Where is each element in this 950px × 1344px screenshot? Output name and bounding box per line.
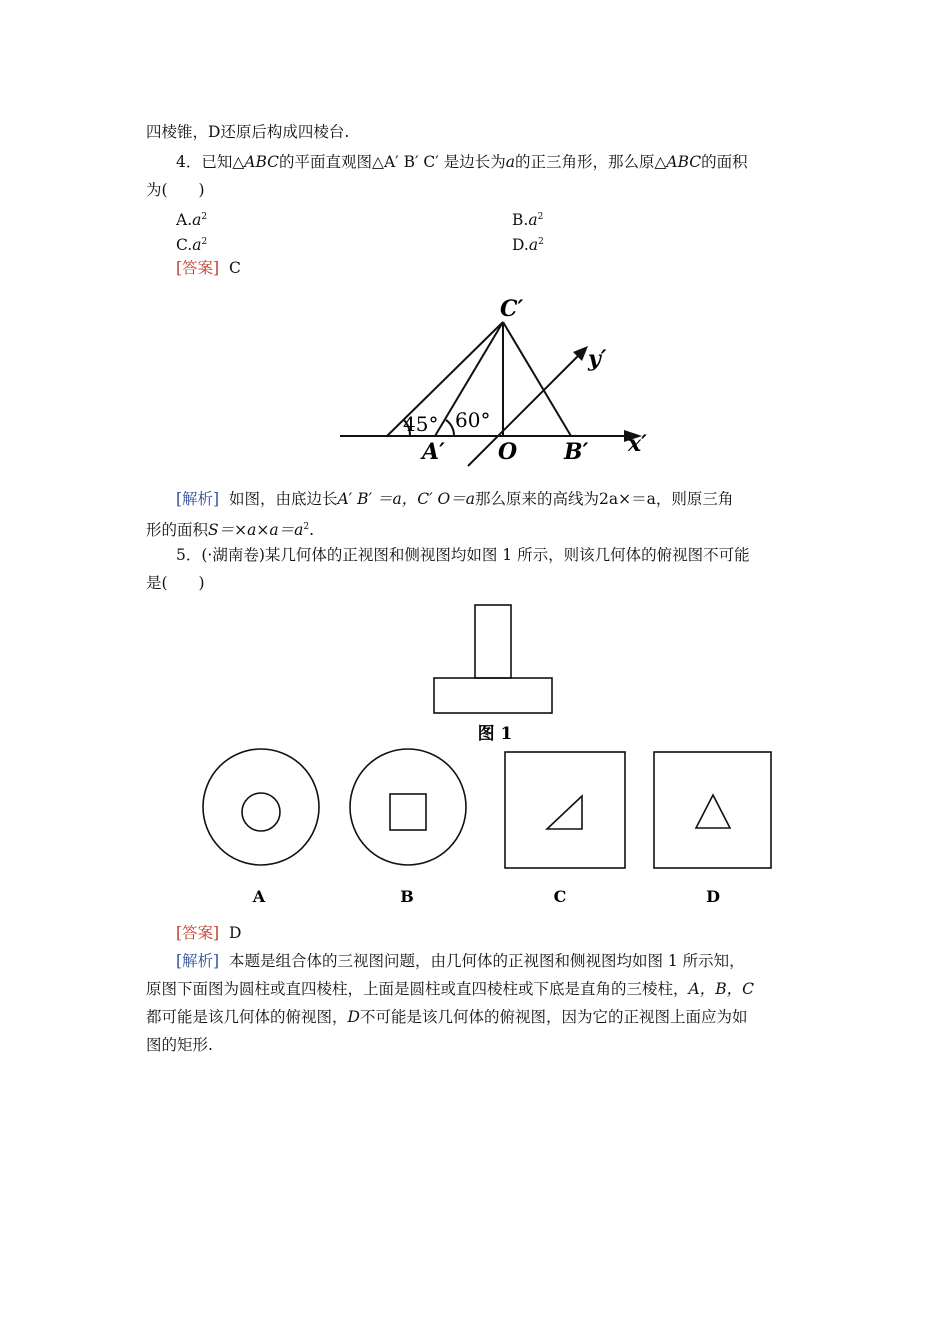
option-b-outer-circle (350, 749, 466, 865)
option-d-outer-square (654, 752, 771, 868)
option-label-d: D (706, 887, 720, 906)
option-a: $A.a^2$ (176, 211, 208, 229)
analysis-5-line-2: 原图下面图为圆柱或直四棱柱，上面是圆柱或直四棱柱或下底是直角的三棱柱，A，B，C (146, 980, 754, 998)
analysis-4: [解析] 如图，由底边长A′ B′ ＝a，C′ O＝a那么原来的高线为2a×＝a，则原三角 (176, 490, 734, 508)
label-c-prime: C′ (500, 296, 524, 322)
answer-4: [答案] C (176, 259, 241, 277)
option-a-inner-circle (242, 793, 280, 831)
option-c-right-triangle (547, 796, 582, 829)
label-60-degrees: 60° (455, 408, 491, 432)
option-label-b: B (400, 887, 414, 906)
option-c: $C.a^2$ (176, 236, 208, 254)
option-label-c: C (553, 887, 567, 906)
question-5: 5．(·湖南卷)某几何体的正视图和侧视图均如图 1 所示，则该几何体的俯视图不可能 (176, 546, 750, 564)
question-4: 4．已知△ABC的平面直观图△A′ B′ C′ 是边长为a的正三角形，那么原△ABC的面积 (176, 153, 748, 171)
option-a-outer-circle (203, 749, 319, 865)
text-line-1: 四棱锥，D还原后构成四棱台. (146, 123, 350, 141)
analysis-5: [解析] 本题是组合体的三视图问题，由几何体的正视图和侧视图均如图 1 所示知， (176, 952, 745, 970)
option-d-triangle (696, 795, 730, 828)
top-view-options (195, 745, 785, 915)
upper-rectangle (475, 605, 511, 678)
option-d: $D.a^2$ (512, 236, 544, 254)
front-view-figure (430, 600, 560, 745)
analysis-4-line-2: 形的面积$S=\times a\times a=a^2$. (146, 521, 315, 539)
figure-caption: 图 1 (477, 724, 513, 744)
answer-5: [答案] D (176, 924, 242, 942)
angle-arc-60 (446, 420, 454, 436)
analysis-5-line-3: 都可能是该几何体的俯视图，D不可能是该几何体的俯视图，因为它的正视图上面应为如 (146, 1008, 748, 1026)
lower-rectangle (434, 678, 552, 713)
analysis-5-line-4: 图的矩形. (146, 1036, 213, 1054)
oblique-triangle-figure (330, 286, 660, 476)
question-4-line-2: 为( ) (146, 181, 205, 199)
option-b: $B.a^2$ (512, 211, 544, 229)
label-a-prime: A′ (422, 439, 445, 465)
side-c-b (503, 322, 571, 436)
label-45-degrees: 45° (403, 412, 439, 436)
question-5-line-2: 是( ) (146, 574, 205, 592)
label-x-prime: x′ (628, 431, 647, 457)
label-b-prime: B′ (564, 439, 589, 465)
option-c-outer-square (505, 752, 625, 868)
option-label-a: A (252, 887, 266, 906)
option-b-inner-square (390, 794, 426, 830)
label-y-prime: y′ (588, 346, 607, 372)
label-o: O (498, 439, 518, 465)
